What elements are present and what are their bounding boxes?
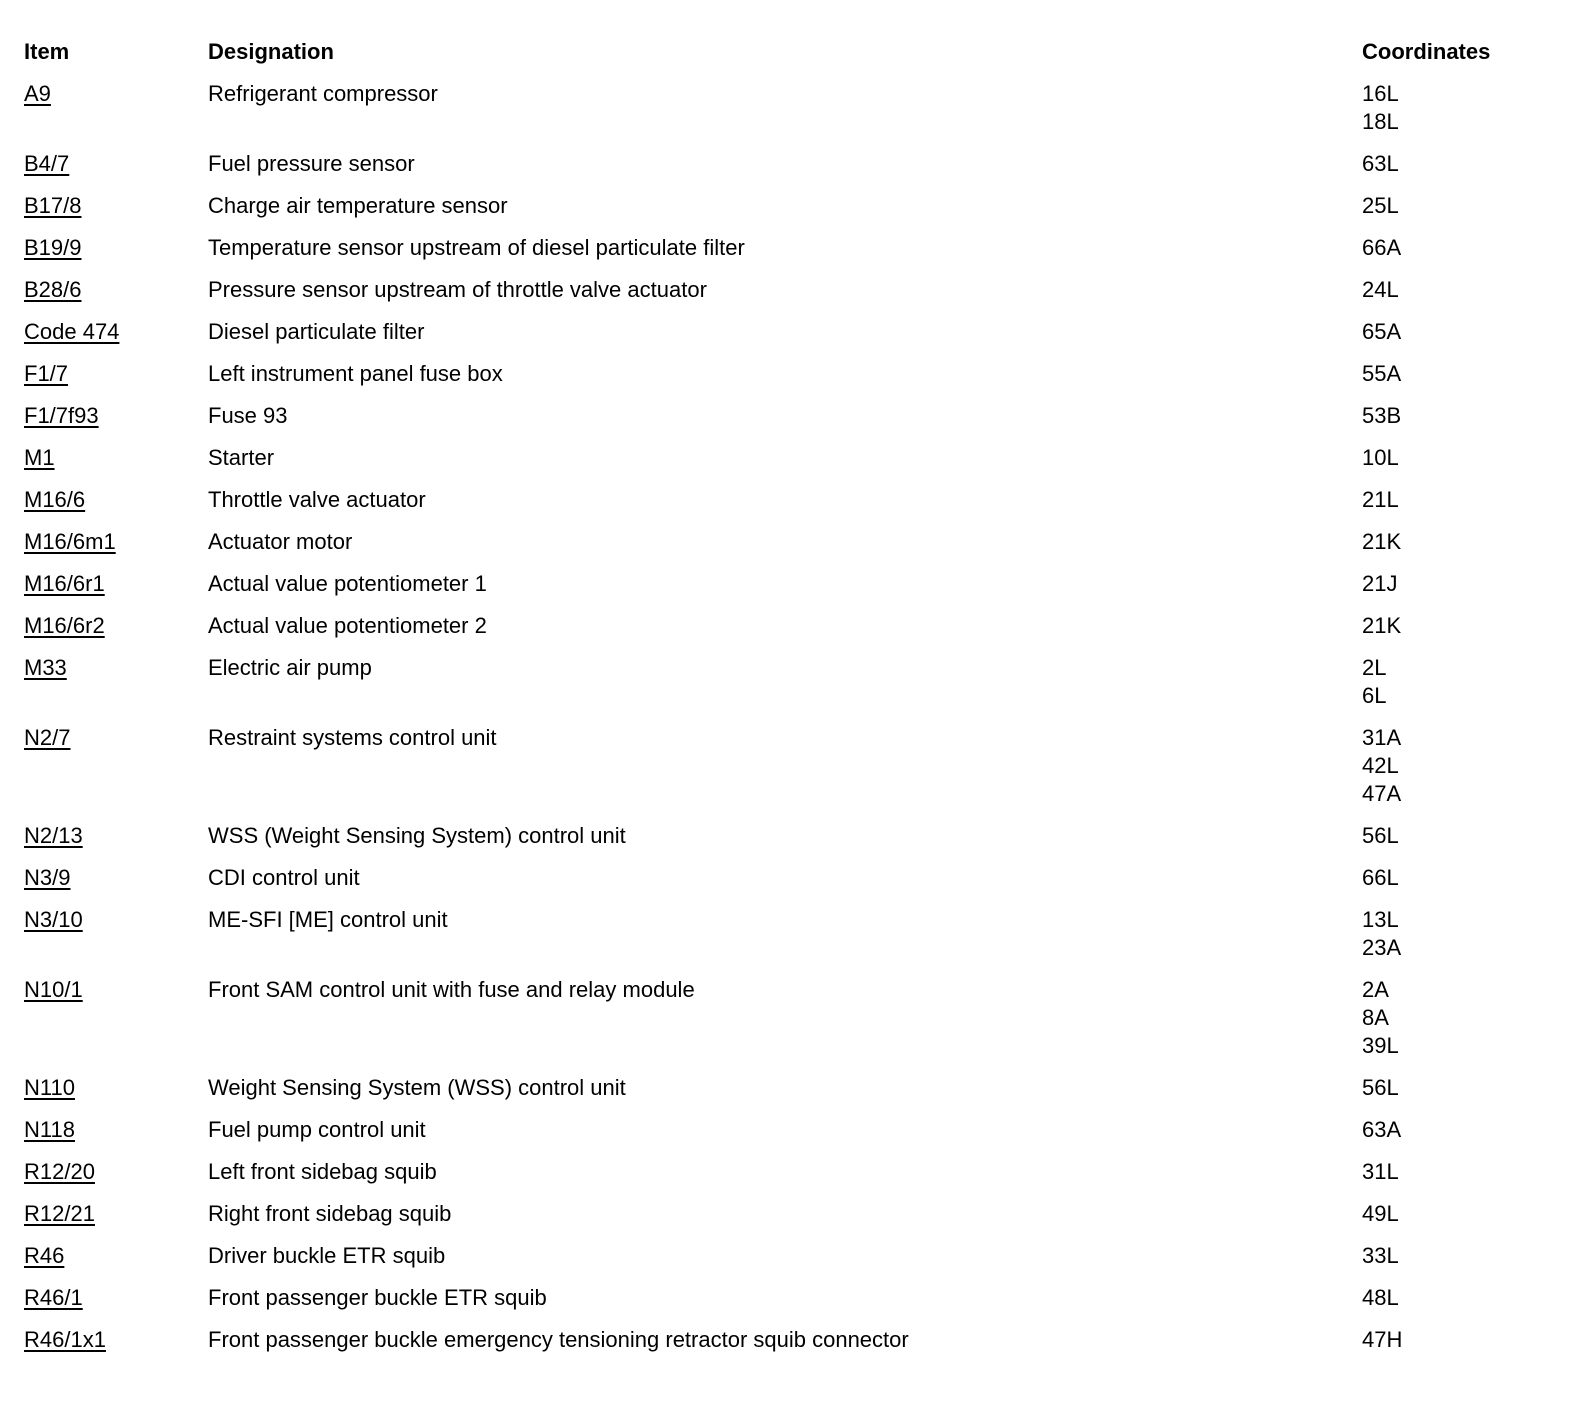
item-cell (0, 906, 208, 934)
coordinate-value: 2L (1362, 655, 1387, 680)
coordinates-cell (1362, 150, 1562, 178)
item-link[interactable]: N10/1 (24, 977, 83, 1002)
coordinates-column-header: Coordinates (1362, 39, 1491, 64)
coordinates-cell (1362, 906, 1562, 962)
designation-cell: Restraint systems control unit (208, 725, 497, 750)
coordinate-value: 42L (1362, 753, 1399, 778)
designation-cell: Refrigerant compressor (208, 81, 438, 106)
coordinates-cell (1362, 976, 1562, 1060)
coordinate-value: 21L (1362, 487, 1399, 512)
designation-cell: Right front sidebag squib (208, 1201, 452, 1226)
item-link[interactable]: M33 (24, 655, 67, 680)
item-cell (0, 192, 208, 220)
item-link[interactable]: M16/6 (24, 487, 86, 512)
item-cell (0, 1326, 208, 1354)
table-row (0, 654, 1584, 724)
table-row (0, 1200, 1584, 1242)
item-link[interactable]: B17/8 (24, 193, 82, 218)
item-cell (0, 444, 208, 472)
coordinates-cell (1362, 724, 1562, 808)
table-row (0, 360, 1584, 402)
designation-cell: Weight Sensing System (WSS) control unit (208, 1075, 626, 1100)
coordinates-cell (1362, 486, 1562, 514)
item-cell (0, 402, 208, 430)
designation-cell: Actual value potentiometer 1 (208, 571, 487, 596)
item-link[interactable]: N2/7 (24, 725, 71, 750)
item-cell (0, 150, 208, 178)
designation-cell: Throttle valve actuator (208, 487, 426, 512)
designation-cell: CDI control unit (208, 865, 360, 890)
item-link[interactable]: N2/13 (24, 823, 83, 848)
designation-cell: Fuse 93 (208, 403, 288, 428)
coordinates-cell (1362, 360, 1562, 388)
coordinates-cell (1362, 528, 1562, 556)
item-link[interactable]: M16/6r1 (24, 571, 105, 596)
designation-cell: Actuator motor (208, 529, 353, 554)
table-row (0, 234, 1584, 276)
item-cell (0, 276, 208, 304)
designation-cell: Charge air temperature sensor (208, 193, 508, 218)
item-cell (0, 570, 208, 598)
designation-cell: Fuel pump control unit (208, 1117, 426, 1142)
coordinate-value: 16L (1362, 81, 1399, 106)
coordinate-value: 66A (1362, 235, 1402, 260)
coordinate-value: 48L (1362, 1285, 1399, 1310)
designation-cell: Left front sidebag squib (208, 1159, 437, 1184)
coordinate-value: 31A (1362, 725, 1402, 750)
designation-cell: Diesel particulate filter (208, 319, 425, 344)
coordinates-cell (1362, 1158, 1562, 1186)
item-link[interactable]: A9 (24, 81, 51, 106)
item-link[interactable]: M16/6r2 (24, 613, 105, 638)
designation-column-header: Designation (208, 39, 334, 64)
table-row (0, 276, 1584, 318)
item-link[interactable]: R12/21 (24, 1201, 95, 1226)
coordinate-value: 39L (1362, 1033, 1399, 1058)
item-cell (0, 1200, 208, 1228)
item-cell (0, 1242, 208, 1270)
table-row (0, 150, 1584, 192)
item-cell (0, 528, 208, 556)
designation-cell: Actual value potentiometer 2 (208, 613, 487, 638)
table-row (0, 570, 1584, 612)
coordinate-value: 66L (1362, 865, 1399, 890)
coordinate-value: 63A (1362, 1117, 1402, 1142)
table-row (0, 486, 1584, 528)
coordinate-value: 18L (1362, 109, 1399, 134)
coordinates-cell (1362, 1200, 1562, 1228)
item-column-header: Item (24, 39, 70, 64)
coordinate-value: 10L (1362, 445, 1399, 470)
table-row (0, 80, 1584, 150)
coordinate-value: 25L (1362, 193, 1399, 218)
item-cell (0, 654, 208, 682)
coordinate-value: 21K (1362, 613, 1402, 638)
table-row (0, 528, 1584, 570)
coordinates-cell (1362, 318, 1562, 346)
coordinates-cell (1362, 864, 1562, 892)
coordinate-value: 56L (1362, 823, 1399, 848)
item-link[interactable]: R46/1 (24, 1285, 83, 1310)
item-cell (0, 864, 208, 892)
item-cell (0, 1074, 208, 1102)
coordinates-cell (1362, 654, 1562, 710)
coordinate-value: 21J (1362, 571, 1398, 596)
coordinate-value: 55A (1362, 361, 1402, 386)
table-body (0, 80, 1584, 1368)
coordinate-value: 23A (1362, 935, 1402, 960)
item-link[interactable]: M1 (24, 445, 55, 470)
table-row (0, 192, 1584, 234)
coordinate-value: 47A (1362, 781, 1402, 806)
item-cell (0, 724, 208, 752)
coordinate-value: 2A (1362, 977, 1389, 1002)
table-row (0, 1242, 1584, 1284)
table-row (0, 444, 1584, 486)
coordinate-value: 13L (1362, 907, 1399, 932)
table-row (0, 402, 1584, 444)
coordinates-cell (1362, 612, 1562, 640)
coordinate-value: 21K (1362, 529, 1402, 554)
designation-cell: Temperature sensor upstream of diesel particulate filter (208, 235, 745, 260)
item-cell (0, 234, 208, 262)
item-link[interactable]: R12/20 (24, 1159, 95, 1184)
coordinate-value: 31L (1362, 1159, 1399, 1184)
item-cell (0, 1158, 208, 1186)
coordinates-cell (1362, 192, 1562, 220)
table-row (0, 724, 1584, 822)
coordinate-value: 47H (1362, 1327, 1403, 1352)
coordinates-cell (1362, 1116, 1562, 1144)
item-link[interactable]: R46/1x1 (24, 1327, 106, 1352)
coordinate-value: 6L (1362, 683, 1387, 708)
item-cell (0, 360, 208, 388)
coordinate-value: 56L (1362, 1075, 1399, 1100)
item-cell (0, 822, 208, 850)
coordinates-cell (1362, 822, 1562, 850)
item-cell (0, 80, 208, 108)
coordinates-cell (1362, 402, 1562, 430)
item-link[interactable]: N118 (24, 1117, 75, 1142)
designation-cell: ME-SFI [ME] control unit (208, 907, 448, 932)
coordinates-cell (1362, 570, 1562, 598)
item-cell (0, 1284, 208, 1312)
item-cell (0, 1116, 208, 1144)
designation-cell: Front passenger buckle ETR squib (208, 1285, 547, 1310)
item-cell (0, 612, 208, 640)
coordinate-value: 24L (1362, 277, 1399, 302)
designation-cell: Front passenger buckle emergency tensioning retractor squib connector (208, 1327, 909, 1352)
designation-cell: Electric air pump (208, 655, 372, 680)
designation-cell: Starter (208, 445, 275, 470)
coordinates-cell (1362, 276, 1562, 304)
table-row (0, 1158, 1584, 1200)
table-row (0, 1116, 1584, 1158)
item-link[interactable]: N110 (24, 1075, 75, 1100)
coordinates-cell (1362, 1284, 1562, 1312)
item-link[interactable]: F1/7f93 (24, 403, 99, 428)
coordinate-value: 63L (1362, 151, 1399, 176)
table-row (0, 906, 1584, 976)
table-row (0, 1074, 1584, 1116)
designation-cell: WSS (Weight Sensing System) control unit (208, 823, 626, 848)
item-cell (0, 486, 208, 514)
item-link[interactable]: R46 (24, 1243, 65, 1268)
table-row (0, 822, 1584, 864)
item-link[interactable]: B4/7 (24, 151, 70, 176)
table-row (0, 976, 1584, 1074)
coordinate-value: 49L (1362, 1201, 1399, 1226)
designation-cell: Fuel pressure sensor (208, 151, 415, 176)
coordinate-value: 65A (1362, 319, 1402, 344)
item-cell (0, 976, 208, 1004)
table-row (0, 864, 1584, 906)
table-row (0, 612, 1584, 654)
item-cell (0, 318, 208, 346)
item-link[interactable]: N3/9 (24, 865, 71, 890)
item-link[interactable]: Code 474 (24, 319, 120, 344)
table-row (0, 1284, 1584, 1326)
coordinate-value: 33L (1362, 1243, 1399, 1268)
item-link[interactable]: M16/6m1 (24, 529, 116, 554)
coordinates-cell (1362, 1242, 1562, 1270)
table-row (0, 318, 1584, 360)
coordinate-value: 8A (1362, 1005, 1389, 1030)
designation-cell: Driver buckle ETR squib (208, 1243, 446, 1268)
designation-cell: Pressure sensor upstream of throttle valve actuator (208, 277, 707, 302)
coordinates-cell (1362, 80, 1562, 136)
item-link[interactable]: B19/9 (24, 235, 82, 260)
item-link[interactable]: N3/10 (24, 907, 83, 932)
item-link[interactable]: B28/6 (24, 277, 82, 302)
designation-cell: Left instrument panel fuse box (208, 361, 503, 386)
coordinates-cell (1362, 234, 1562, 262)
designation-cell: Front SAM control unit with fuse and relay module (208, 977, 695, 1002)
coordinates-cell (1362, 1326, 1562, 1354)
table-header (0, 38, 1584, 80)
item-link[interactable]: F1/7 (24, 361, 69, 386)
table-row (0, 1326, 1584, 1368)
coordinates-cell (1362, 444, 1562, 472)
coordinates-cell (1362, 1074, 1562, 1102)
coordinate-value: 53B (1362, 403, 1402, 428)
